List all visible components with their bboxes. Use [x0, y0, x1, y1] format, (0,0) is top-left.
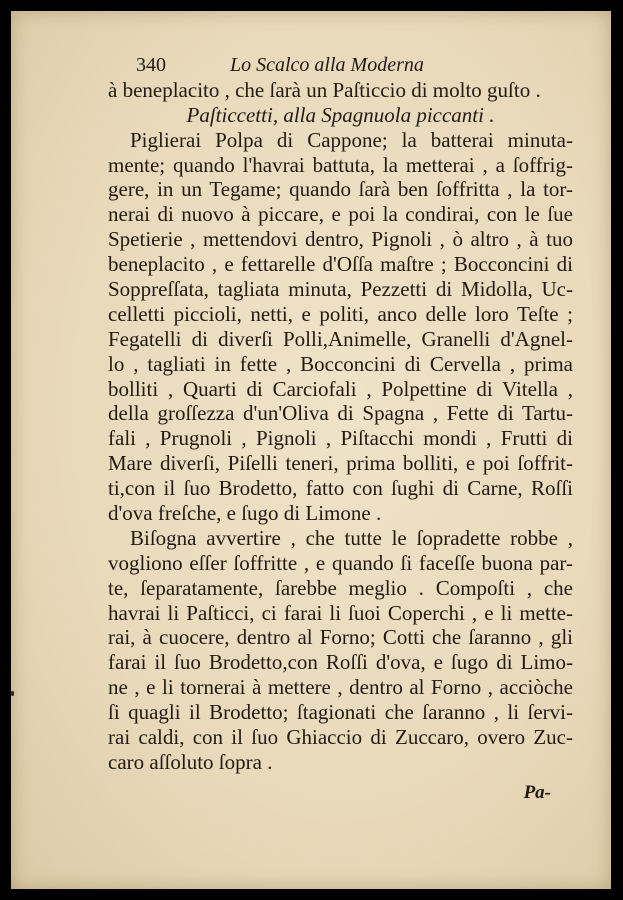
text-line: Piglierai Polpa di Cappone; la batterai minuta-	[130, 127, 573, 152]
text-line: ſi quagli il Brodetto; ſtagionati che ſaranno , li ſervi-	[108, 700, 573, 725]
paragraph	[108, 526, 573, 775]
text-line: gere, in un Tegame; quando ſarà ben ſoffritta , la tor-	[108, 177, 573, 202]
text-line: della groſſezza d'un'Oliva di Spagna , Fette di Tartu-	[108, 401, 573, 426]
text-block	[108, 53, 573, 775]
text-line: beneplacito , e fettarelle d'Oſſa maſtre ; Bocconcini di	[108, 252, 573, 277]
text-line: rai, à cuocere, dentro al Forno; Cotti che ſaranno , gli	[108, 625, 573, 650]
page-header	[108, 53, 573, 78]
text-line: lo , tagliati in fette , Bocconcini di Cervella , prima	[108, 351, 573, 376]
text-line: rai caldi, con il ſuo Ghiaccio di Zuccaro, overo Zuc-	[108, 725, 573, 750]
text-line: nerai di nuovo à piccare, e poi la condirai, con le ſue	[108, 202, 573, 227]
page-number: 340	[136, 54, 166, 76]
text-line: Biſogna avvertire , che tutte le ſopradette robbe ,	[130, 525, 573, 550]
text-line: caro aſſoluto ſopra .	[108, 749, 273, 774]
text-line: Mare diverſi, Piſelli teneri, prima bolliti, e poi ſoffrit-	[108, 451, 573, 476]
text-line: fali , Prugnoli , Pignoli , Piſtacchi mondi , Frutti di	[108, 426, 573, 451]
text-line: farai il ſuo Brodetto,con Roſſi d'ova, e ſugo di Limo-	[108, 650, 573, 675]
book-page	[11, 11, 611, 889]
catchword: Pa-	[523, 782, 551, 803]
text-line: Fegatelli di diverſi Polli,Animelle, Granelli d'Agnel-	[108, 326, 573, 351]
text-line: celletti piccioli, netti, e politi, anco delle loro Teſte ;	[108, 301, 573, 326]
section-title: Paſticcetti, alla Spagnuola piccanti .	[186, 102, 495, 127]
paragraph	[108, 128, 573, 526]
text-line: mente; quando l'havrai battuta, la metterai , a ſoffrig-	[108, 152, 573, 177]
text-line: havrai li Paſticci, ci farai li ſuoi Coperchi , e li mette-	[108, 600, 573, 625]
text-line: Soppreſſata, tagliata minuta, Pezzetti di Midolla, Uc-	[108, 277, 573, 302]
text-line: ti,con il ſuo Brodetto, fatto con ſughi di Carne, Roſſi	[108, 476, 573, 501]
ink-speck	[11, 691, 14, 696]
text-line: te, ſeparatamente, ſarebbe meglio . Compoſti , che	[108, 575, 573, 600]
carryover-line: à beneplacito , che ſarà un Paſticcio di molto guſto .	[108, 77, 541, 102]
running-head: Lo Scalco alla Moderna	[230, 54, 424, 76]
text-line: vogliono eſſer ſoffritte , e quando ſi faceſſe buona par-	[108, 550, 573, 575]
text-line: Spetierie , mettendovi dentro, Pignoli , ò altro , à tuo	[108, 227, 573, 252]
text-line: ne , e li tornerai à mettere , dentro al Forno , acciòche	[108, 675, 573, 700]
text-line: bolliti , Quarti di Carciofali , Polpettine di Vitella ,	[108, 376, 573, 401]
text-line: d'ova freſche, e ſugo di Limone .	[108, 501, 382, 526]
